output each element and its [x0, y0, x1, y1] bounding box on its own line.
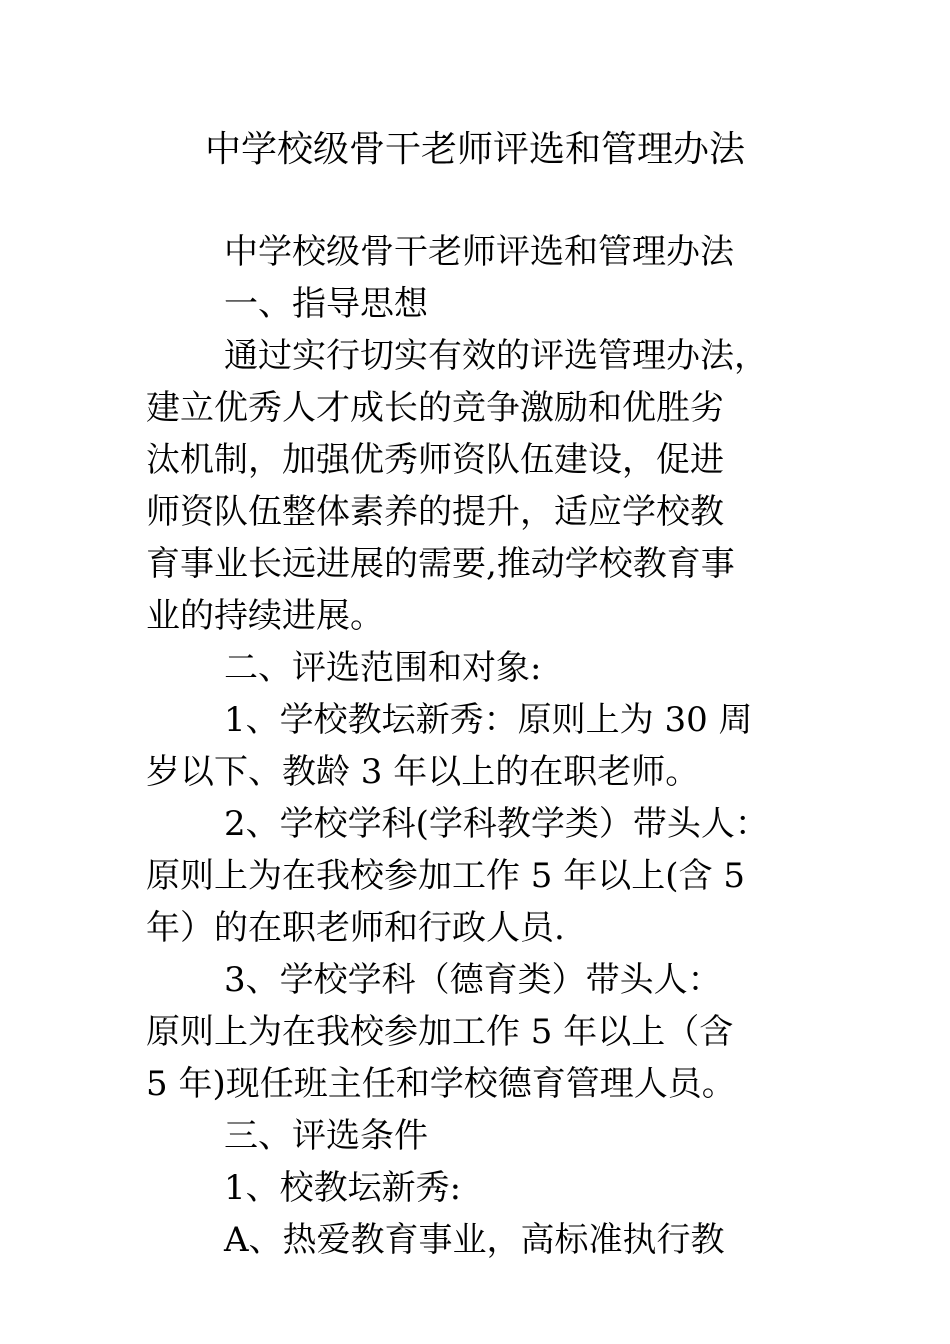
- body-line: 2、学校学科(学科教学类）带头人：: [224, 804, 769, 844]
- body-line: 5 年)现任班主任和学校德育管理人员。: [146, 1064, 736, 1104]
- body-line: 年）的在职老师和行政人员.: [146, 908, 565, 948]
- body-line: 师资队伍整体素养的提升，适应学校教: [146, 492, 724, 532]
- body-line: 3、学校学科（德育类）带头人：: [224, 960, 722, 1000]
- body-line: A、热爱教育事业，高标准执行教: [224, 1220, 725, 1260]
- body-line: 1、校教坛新秀:: [224, 1168, 462, 1208]
- body-line: 原则上为在我校参加工作 5 年以上（含: [146, 1012, 734, 1052]
- section-heading-criteria: 三、评选条件: [224, 1116, 428, 1156]
- body-line: 业的持续进展。: [146, 596, 384, 636]
- document-title: 中学校级骨干老师评选和管理办法: [204, 129, 745, 170]
- body-line: 建立优秀人才成长的竞争激励和优胜劣: [146, 388, 724, 428]
- body-line: 岁以下、教龄 3 年以上的在职老师。: [146, 752, 700, 792]
- body-line: 通过实行切实有效的评选管理办法，: [224, 336, 768, 376]
- document-body: [146, 226, 836, 1266]
- section-heading-guiding-thought: 一、指导思想: [224, 284, 428, 324]
- body-line-subtitle: 中学校级骨干老师评选和管理办法: [224, 232, 734, 272]
- body-line: 育事业长远进展的需要,推动学校教育事: [146, 544, 735, 584]
- body-line: 1、学校教坛新秀：原则上为 30 周: [224, 700, 753, 740]
- body-line: 原则上为在我校参加工作 5 年以上(含 5: [146, 856, 745, 896]
- body-line: 汰机制，加强优秀师资队伍建设，促进: [146, 440, 724, 480]
- section-heading-scope: 二、评选范围和对象:: [224, 648, 542, 688]
